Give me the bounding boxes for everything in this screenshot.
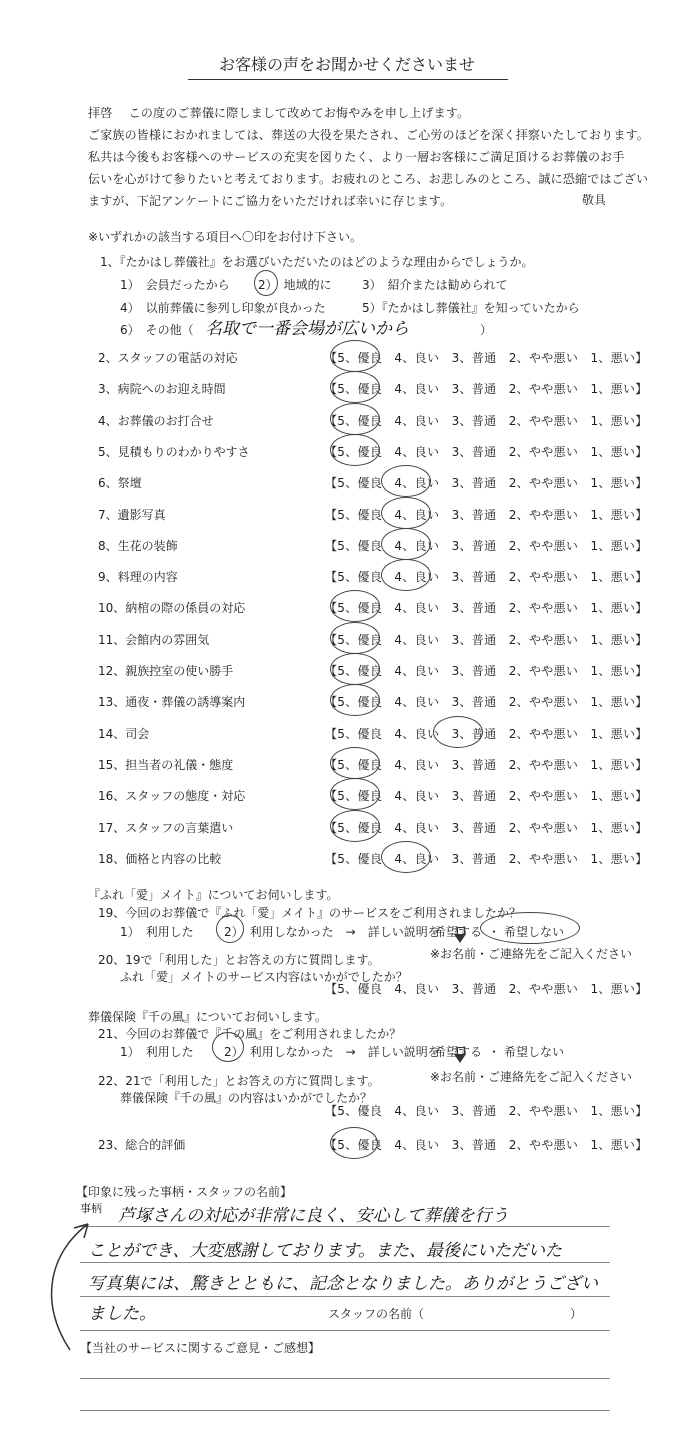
impression-comment-line-1: 芦塚さんの対応が非常に良く、安心して葬儀を行う <box>118 1206 509 1226</box>
q19-nowant[interactable]: 希望しない <box>504 925 565 939</box>
rating-row-label: 11、会館内の雰囲気 <box>98 633 210 647</box>
fureai-header: 『ふれ「愛」メイト』についてお伺いします。 <box>88 888 339 902</box>
q1-option-6[interactable]: 6） その他（ <box>120 323 194 337</box>
q19-option-1[interactable]: 1） 利用した <box>120 925 194 939</box>
hoken-contact-note: ※お名前・ご連絡先をご記入ください <box>430 1070 633 1084</box>
down-arrow-icon <box>454 1054 466 1063</box>
q21-option-1[interactable]: 1） 利用した <box>120 1045 194 1059</box>
impression-comment-line-3: 写真集には、驚きとともに、記念となりました。ありがとうござい <box>88 1274 598 1294</box>
rating-selected-circle-mark <box>381 528 431 560</box>
q20-scale: 【5、優良 4、良い 3、普通 2、やや悪い 1、悪い】 <box>325 982 648 996</box>
impression-header: 【印象に残った事柄・スタッフの名前】 <box>76 1185 293 1199</box>
rating-row-label: 18、価格と内容の比較 <box>98 852 222 866</box>
q1-option-1[interactable]: 1） 会員だったから <box>120 278 230 292</box>
closing-keigu: 敬具 <box>582 193 607 207</box>
q19-label: 19、今回のお葬儀で『ふれ「愛」メイト』のサービスをご利用されましたか？ <box>98 906 522 920</box>
rating-selected-circle-mark <box>330 590 380 622</box>
rating-row-scale[interactable]: 【5、優良 4、良い 3、普通 2、やや悪い 1、悪い】 <box>325 414 648 428</box>
q22-scale: 【5、優良 4、良い 3、普通 2、やや悪い 1、悪い】 <box>325 1104 648 1118</box>
rating-selected-circle-mark <box>433 716 483 748</box>
rating-row-scale[interactable]: 【5、優良 4、良い 3、普通 2、やや悪い 1、悪い】 <box>325 476 648 490</box>
impression-comment-line-2: ことができ、大変感謝しております。また、最後にいただいた <box>88 1241 562 1261</box>
q1-option-3[interactable]: 3） 紹介または勧められて <box>362 278 508 292</box>
staff-name-close: ） <box>570 1307 583 1321</box>
rating-row-label: 4、お葬儀のお打合せ <box>98 414 214 428</box>
rating-row-label: 10、納棺の際の係員の対応 <box>98 601 246 615</box>
rating-selected-circle-mark <box>381 559 431 591</box>
rating-selected-circle-mark <box>330 622 380 654</box>
rating-row-label: 8、生花の装飾 <box>98 539 178 553</box>
feedback-rule <box>80 1410 610 1411</box>
q19-option-2-circle-mark <box>216 915 244 943</box>
rating-selected-circle-mark <box>330 810 380 842</box>
rating-row-label: 13、通夜・葬儀の誘導案内 <box>98 695 246 709</box>
rating-row-label: 3、病院へのお迎え時間 <box>98 382 226 396</box>
q21-nowant[interactable]: 希望しない <box>504 1045 565 1059</box>
q1-option-2[interactable]: 2） 地域的に <box>258 278 332 292</box>
q19-dot: ・ <box>488 925 501 939</box>
impression-comment-line-4: ました。 <box>88 1304 156 1324</box>
intro-line-5: ますが、下記アンケートにご協力をいただければ幸いに存じます。 <box>88 194 453 208</box>
rating-row-scale[interactable]: 【5、優良 4、良い 3、普通 2、やや悪い 1、悪い】 <box>325 508 648 522</box>
rating-selected-circle-mark <box>330 434 380 466</box>
q20-label-a: 20、19で「利用した」とお答えの方に質問します。 <box>98 953 380 967</box>
rating-selected-circle-mark <box>381 497 431 529</box>
q21-option-2[interactable]: 2） 利用しなかった → 詳しい説明を <box>224 1045 440 1059</box>
q1-option-5[interactable]: 5）『たかはし葬儀社』を知っていたから <box>362 301 580 315</box>
impression-subject-label: 事柄 <box>80 1202 102 1215</box>
q19-want[interactable]: 希望する <box>434 925 483 939</box>
rating-row-scale[interactable]: 【5、優良 4、良い 3、普通 2、やや悪い 1、悪い】 <box>325 382 648 396</box>
rating-row-scale[interactable]: 【5、優良 4、良い 3、普通 2、やや悪い 1、悪い】 <box>325 664 648 678</box>
rating-row-label: 16、スタッフの態度・対応 <box>98 789 246 803</box>
q21-want[interactable]: 希望する <box>434 1045 483 1059</box>
rating-row-label: 6、祭壇 <box>98 476 142 490</box>
q21-dot: ・ <box>488 1045 501 1059</box>
q1-other-handwritten: 名取で一番会場が広いから <box>205 319 409 339</box>
rating-row-label: 15、担当者の礼儀・態度 <box>98 758 234 772</box>
rating-row-label: 2、スタッフの電話の対応 <box>98 351 238 365</box>
rating-selected-circle-mark <box>330 778 380 810</box>
rating-row-label: 5、見積もりのわかりやすさ <box>98 445 250 459</box>
rating-row-scale[interactable]: 【5、優良 4、良い 3、普通 2、やや悪い 1、悪い】 <box>325 633 648 647</box>
intro-line-4: 伝いを心がけて参りたいと考えております。お疲れのところ、お悲しみのところ、誠に恐縮ではござい <box>88 172 649 186</box>
intro-line-1: 拝啓 この度のご葬儀に際しまして改めてお悔やみを申し上げます。 <box>88 106 470 120</box>
rating-selected-circle-mark <box>330 684 380 716</box>
q23-scale: 【5、優良 4、良い 3、普通 2、やや悪い 1、悪い】 <box>325 1138 648 1152</box>
comment-rule <box>80 1262 610 1263</box>
rating-row-label: 14、司会 <box>98 727 150 741</box>
rating-row-scale[interactable]: 【5、優良 4、良い 3、普通 2、やや悪い 1、悪い】 <box>325 601 648 615</box>
feedback-rule <box>80 1378 610 1379</box>
rating-row-scale[interactable]: 【5、優良 4、良い 3、普通 2、やや悪い 1、悪い】 <box>325 570 648 584</box>
comment-rule <box>80 1296 610 1297</box>
comment-rule <box>80 1226 610 1227</box>
q19-option-2[interactable]: 2） 利用しなかった → 詳しい説明を <box>224 925 440 939</box>
rating-row-label: 17、スタッフの言葉遣い <box>98 821 234 835</box>
down-arrow-icon <box>454 934 466 943</box>
q21-label: 21、今回のお葬儀で『千の風』をご利用されましたか？ <box>98 1027 402 1041</box>
intro-line-3: 私共は今後もお客様へのサービスの充実を図りたく、より一層お客様にご満足頂けるお葬儀のお手 <box>88 150 625 164</box>
rating-row-scale[interactable]: 【5、優良 4、良い 3、普通 2、やや悪い 1、悪い】 <box>325 789 648 803</box>
staff-name-label: スタッフの名前（ <box>328 1307 425 1321</box>
rating-row-scale[interactable]: 【5、優良 4、良い 3、普通 2、やや悪い 1、悪い】 <box>325 539 648 553</box>
q1-label: 1、『たかはし葬儀社』をお選びいただいたのはどのような理由からでしょうか。 <box>100 255 534 269</box>
rating-row-scale[interactable]: 【5、優良 4、良い 3、普通 2、やや悪い 1、悪い】 <box>325 758 648 772</box>
rating-selected-circle-mark <box>381 465 431 497</box>
q22-label-a: 22、21で「利用した」とお答えの方に質問します。 <box>98 1074 380 1088</box>
rating-row-scale[interactable]: 【5、優良 4、良い 3、普通 2、やや悪い 1、悪い】 <box>325 727 648 741</box>
q1-option-4[interactable]: 4） 以前葬儀に参列し印象が良かった <box>120 301 326 315</box>
rating-selected-circle-mark <box>330 653 380 685</box>
feedback-header: 【当社のサービスに関するご意見・ご感想】 <box>80 1341 321 1355</box>
rating-selected-circle-mark <box>330 747 380 779</box>
q1-option-2-circle-mark <box>254 270 278 296</box>
title-underline <box>188 79 508 80</box>
q21-option-2-circle-mark <box>212 1032 244 1062</box>
q1-option-6-close: ） <box>480 323 493 337</box>
hoken-header: 葬儀保険『千の風』についてお伺いします。 <box>88 1010 327 1024</box>
rating-selected-circle-mark <box>381 841 431 873</box>
instruction-note: ※いずれかの該当する項目へ〇印をお付け下さい。 <box>88 230 363 244</box>
rating-row-scale[interactable]: 【5、優良 4、良い 3、普通 2、やや悪い 1、悪い】 <box>325 852 648 866</box>
rating-row-scale[interactable]: 【5、優良 4、良い 3、普通 2、やや悪い 1、悪い】 <box>325 695 648 709</box>
q22-label-b: 葬儀保険『千の風』の内容はいかがでしたか？ <box>120 1091 373 1105</box>
comment-rule <box>80 1330 610 1331</box>
q23-label: 23、総合的評価 <box>98 1138 186 1152</box>
intro-line-2: ご家族の皆様におかれましては、葬送の大役を果たされ、ご心労のほどを深く拝察いたしております。 <box>88 128 649 142</box>
page-title: お客様の声をお聞かせくださいませ <box>218 55 475 74</box>
rating-selected-circle-mark <box>330 340 380 372</box>
rating-row-label: 7、遺影写真 <box>98 508 166 522</box>
rating-row-label: 9、料理の内容 <box>98 570 178 584</box>
rating-selected-circle-mark <box>330 371 380 403</box>
rating-row-label: 12、親族控室の使い勝手 <box>98 664 234 678</box>
rating-row-scale[interactable]: 【5、優良 4、良い 3、普通 2、やや悪い 1、悪い】 <box>325 821 648 835</box>
rating-row-scale[interactable]: 【5、優良 4、良い 3、普通 2、やや悪い 1、悪い】 <box>325 351 648 365</box>
q19-nowant-circle-mark <box>480 912 580 944</box>
q20-label-b: ふれ「愛」メイトのサービス内容はいかがでしたか？ <box>120 970 408 984</box>
q23-selected-circle-mark <box>330 1127 378 1159</box>
rating-row-scale[interactable]: 【5、優良 4、良い 3、普通 2、やや悪い 1、悪い】 <box>325 445 648 459</box>
rating-selected-circle-mark <box>330 403 380 435</box>
fureai-contact-note: ※お名前・ご連絡先をご記入ください <box>430 947 633 961</box>
